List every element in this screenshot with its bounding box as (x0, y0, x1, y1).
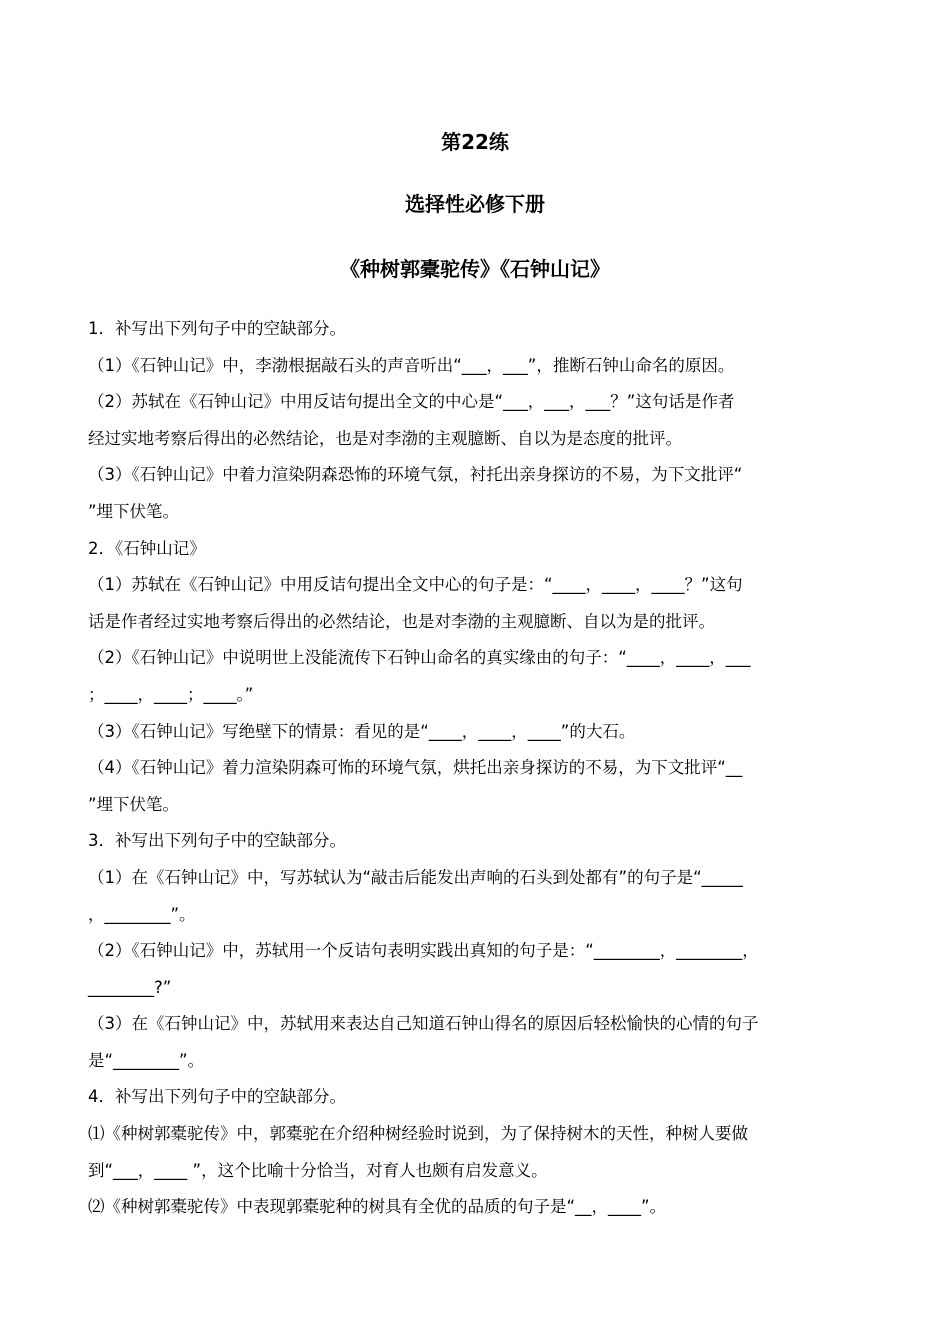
q2-item-1-cont: 话是作者经过实地考察后得出的必然结论，也是对李渤的主观臆断、自以为是的批评。 (88, 611, 715, 631)
q2-heading: 2．《石钟山记》 (88, 538, 206, 558)
q4-heading: 4．补写出下列句子中的空缺部分。 (88, 1087, 346, 1107)
q3-heading: 3．补写出下列句子中的空缺部分。 (88, 831, 346, 851)
q2-item-1: （1）苏轼在《石钟山记》中用反诘句提出全文中心的句子是：“____，____，____？”这句 (88, 575, 743, 595)
q4-item-1: ⑴《种树郭橐驼传》中，郭橐驼在介绍种树经验时说到，为了保持树木的天性，种树人要做 (88, 1124, 748, 1144)
q3-item-3-cont: 是“________”。 (88, 1050, 205, 1070)
q4-item-2: ⑵《种树郭橐驼传》中表现郭橐驼种的树具有全优的品质的句子是“__，____”。 (88, 1197, 667, 1217)
q3-item-3: （3）在《石钟山记》中，苏轼用来表达自己知道石钟山得名的原因后轻松愉快的心情的句子 (88, 1014, 759, 1034)
q2-item-4: （4）《石钟山记》着力渲染阴森可怖的环境气氛，烘托出亲身探访的不易，为下文批评“__ (88, 758, 743, 778)
q3-item-2: （2）《石钟山记》中，苏轼用一个反诘句表明实践出真知的句子是：“________，________， (88, 941, 759, 961)
exercise-title: 第22练 (441, 130, 509, 154)
q1-item-3-cont: ”埋下伏笔。 (88, 501, 180, 521)
q2-item-2-cont: ；____，____；____。” (88, 684, 254, 704)
q3-item-1-cont: ，________”。 (88, 904, 196, 924)
q2-item-3: （3）《石钟山记》写绝壁下的情景：看见的是“____，____，____”的大石。 (88, 721, 636, 741)
q1-item-2-cont: 经过实地考察后得出的必然结论，也是对李渤的主观臆断、自以为是态度的批评。 (88, 428, 682, 448)
book-title: 选择性必修下册 (405, 192, 545, 216)
question-body (88, 311, 868, 1226)
q1-item-1: （1）《石钟山记》中，李渤根据敲石头的声音听出“___，___”，推断石钟山命名的原因。 (88, 355, 735, 375)
q3-item-1: （1）在《石钟山记》中，写苏轼认为“敲击后能发出声响的石头到处都有”的句子是“_____ (88, 867, 743, 887)
q1-heading: 1．补写出下列句子中的空缺部分。 (88, 319, 346, 338)
q2-item-4-cont: ”埋下伏笔。 (88, 794, 180, 814)
q2-item-2: （2）《石钟山记》中说明世上没能流传下石钟山命名的真实缘由的句子：“____，____，___ (88, 648, 751, 668)
q1-item-3: （3）《石钟山记》中着力渲染阴森恐怖的环境气氛，衬托出亲身探访的不易，为下文批评“ (88, 465, 743, 485)
q4-item-1-cont: 到“___，____ ”，这个比喻十分恰当，对育人也颇有启发意义。 (88, 1160, 548, 1180)
q1-item-2: （2）苏轼在《石钟山记》中用反诘句提出全文的中心是“___，___，___？”这句话是作者 (88, 392, 735, 412)
lesson-titles: 《种树郭橐驼传》《石钟山记》 (340, 257, 610, 281)
q3-item-2-cont: ________?” (88, 977, 172, 997)
